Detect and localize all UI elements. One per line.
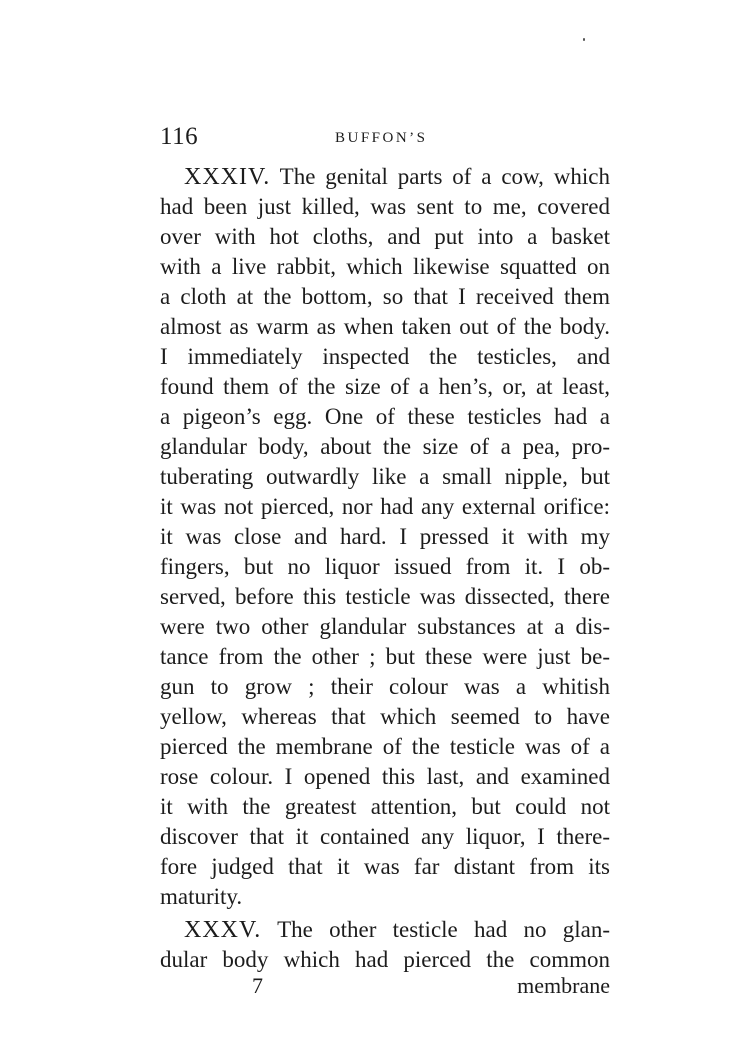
- text-line: discover that it contained any liquor, I there-: [160, 824, 610, 849]
- page-number: 116: [160, 123, 199, 150]
- text-line: [160, 162, 610, 192]
- text-line: with a live rabbit, which likewise squatted on: [160, 254, 610, 279]
- catchword: membrane: [517, 973, 610, 998]
- text-line: gun to grow ; their colour was a whitish: [160, 674, 610, 699]
- text-line: fore judged that it was far distant from its: [160, 854, 610, 879]
- signature-mark: 7: [252, 973, 263, 998]
- text-line: fingers, but no liquor issued from it. I ob-: [160, 554, 610, 579]
- text-line: [160, 915, 610, 945]
- text-line: maturity.: [160, 884, 243, 909]
- text-line: yellow, whereas that which seemed to have: [160, 704, 610, 729]
- text-line: it with the greatest attention, but could not: [160, 794, 610, 819]
- text-line: tance from the other ; but these were just be-: [160, 644, 610, 669]
- section-number: XXXIV.: [184, 164, 271, 190]
- text-line: a pigeon’s egg. One of these testicles had a: [160, 404, 610, 429]
- text-line: it was not pierced, nor had any external orifice:: [160, 494, 610, 519]
- text-line: served, before this testicle was dissected, there: [160, 584, 610, 609]
- section-number: XXXV.: [184, 917, 262, 943]
- ink-speck: [583, 38, 585, 41]
- page-footer: [160, 973, 610, 1001]
- page-header: [160, 123, 610, 153]
- text-line: glandular body, about the size of a pea, pro-: [160, 434, 610, 459]
- text-line: rose colour. I opened this last, and examined: [160, 764, 610, 789]
- running-head: BUFFON’S: [335, 130, 428, 146]
- text-line: had been just killed, was sent to me, covered: [160, 194, 610, 219]
- line-text: The other testicle had no glan-: [277, 917, 610, 942]
- text-line: tuberating outwardly like a small nipple, but: [160, 464, 610, 489]
- line-text: The genital parts of a cow, which: [279, 164, 610, 189]
- text-line: were two other glandular substances at a dis-: [160, 614, 610, 639]
- text-line: it was close and hard. I pressed it with my: [160, 524, 610, 549]
- text-line: a cloth at the bottom, so that I received them: [160, 284, 610, 309]
- text-line: almost as warm as when taken out of the body.: [160, 314, 610, 339]
- text-line: found them of the size of a hen’s, or, at least,: [160, 374, 610, 399]
- text-line: over with hot cloths, and put into a basket: [160, 224, 610, 249]
- text-line: dular body which had pierced the common: [160, 947, 610, 972]
- text-line: pierced the membrane of the testicle was of a: [160, 734, 610, 759]
- text-line: I immediately inspected the testicles, and: [160, 344, 610, 369]
